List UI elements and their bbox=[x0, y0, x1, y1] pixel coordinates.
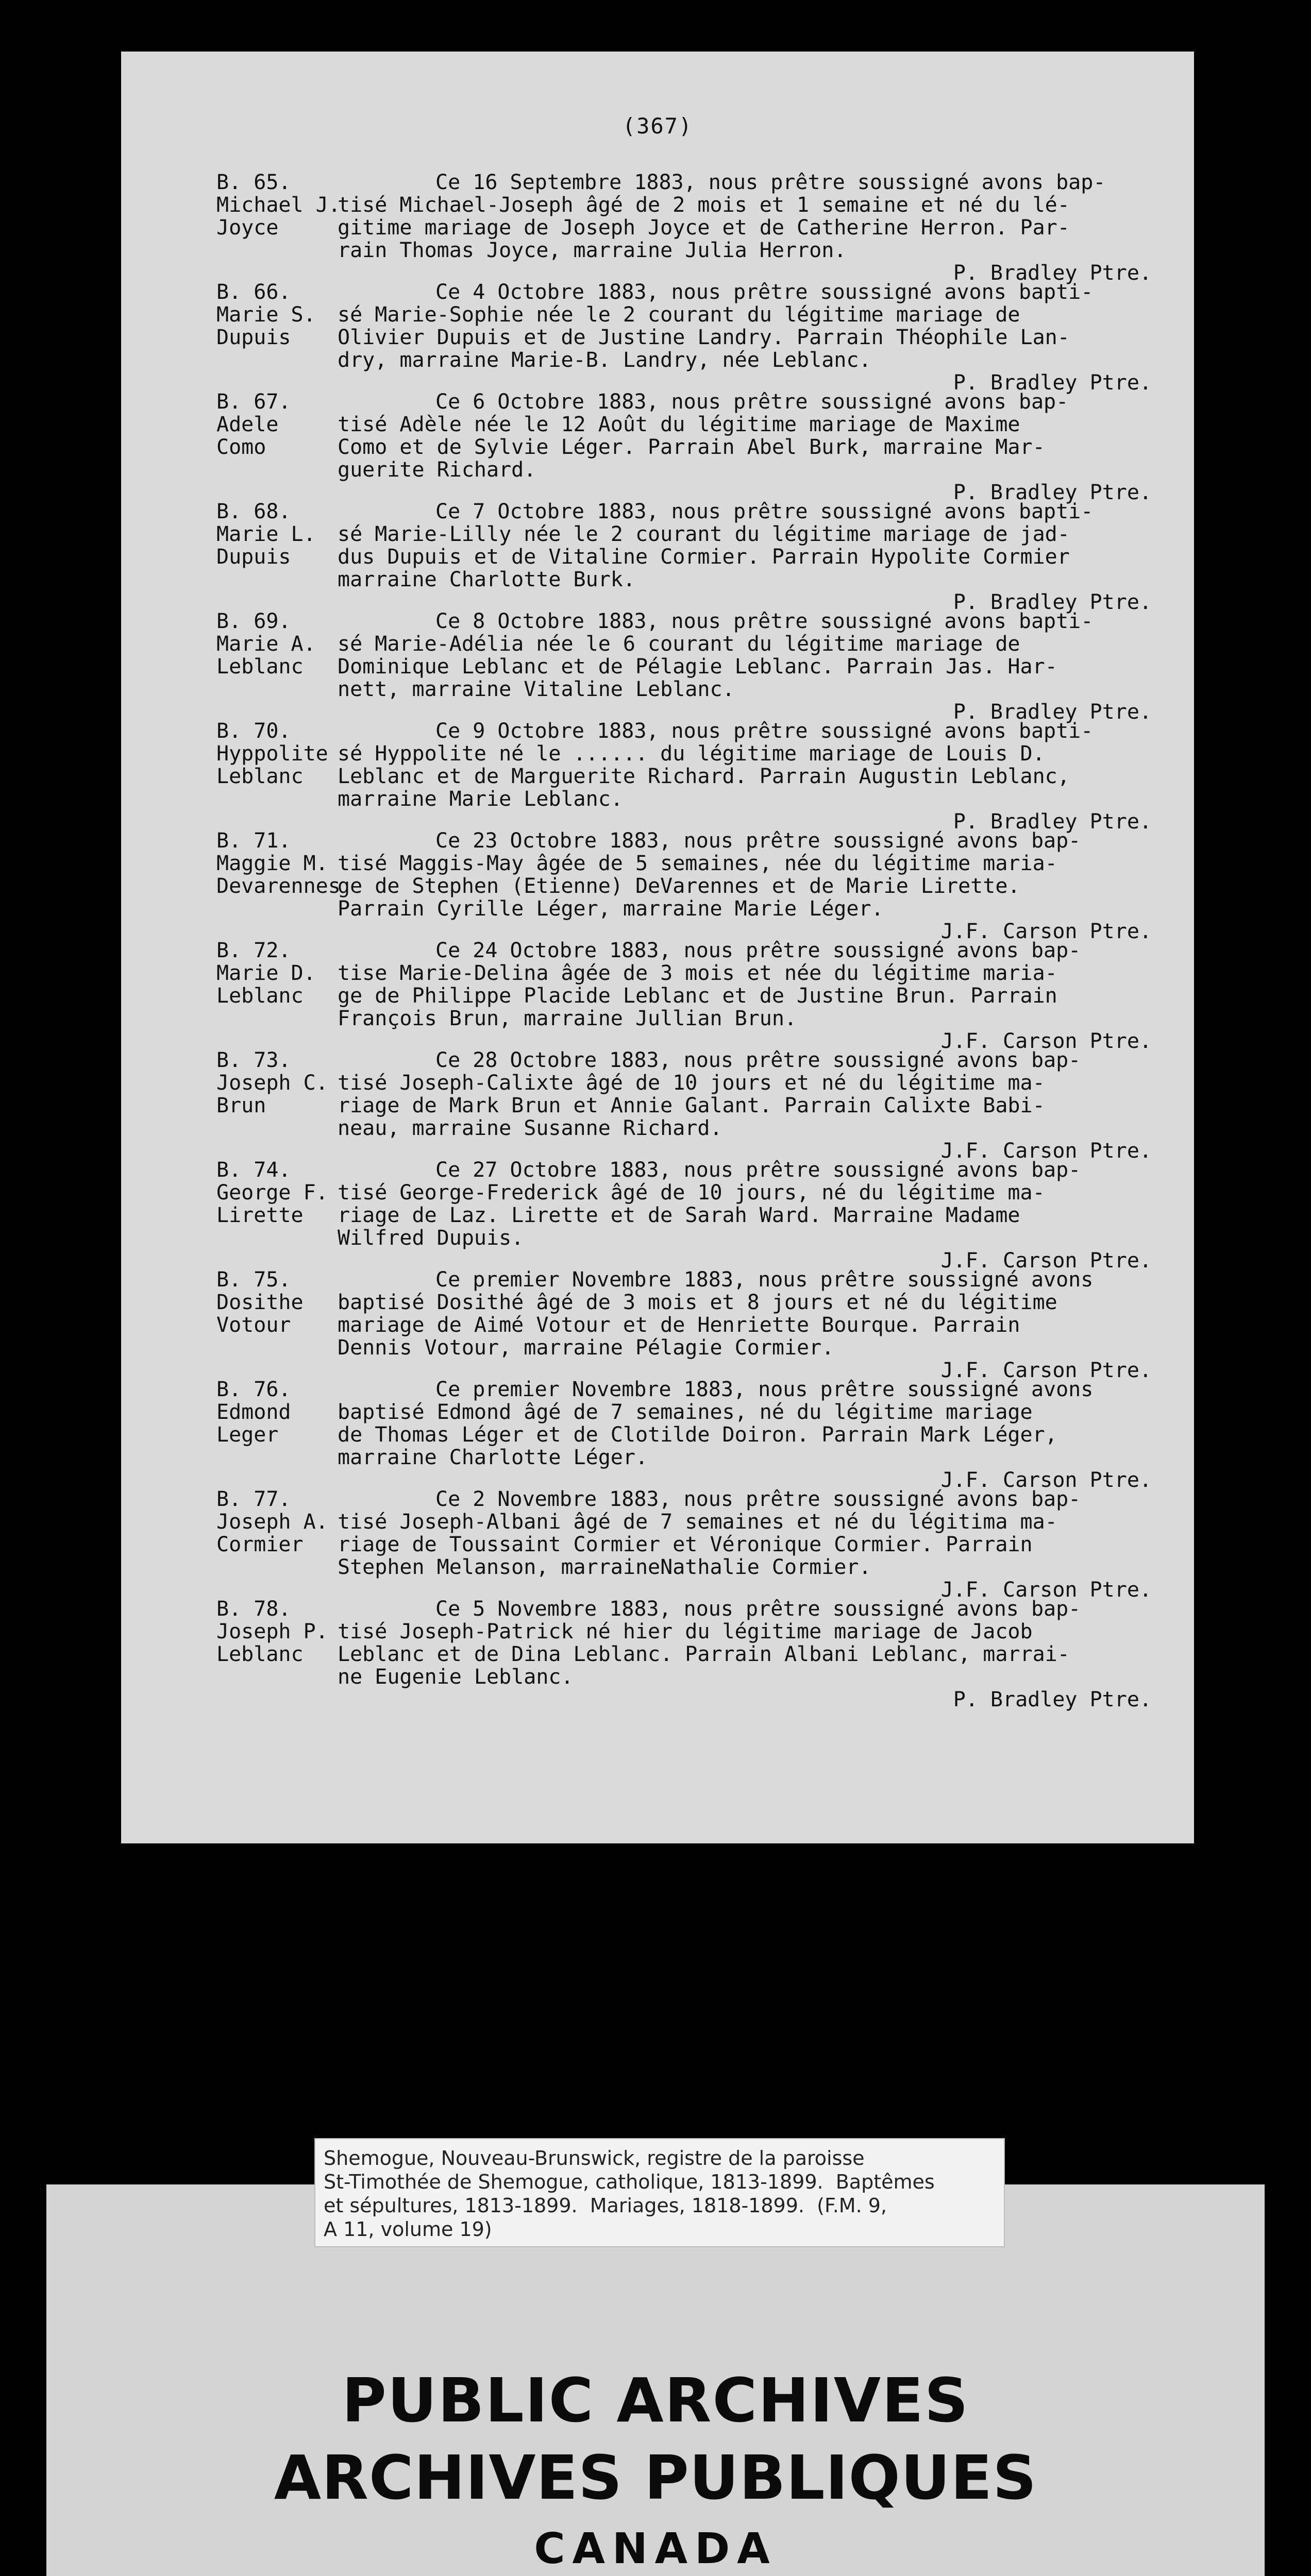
priest-signature: J.F. Carson Ptre. bbox=[940, 1468, 1152, 1492]
baptism-entry bbox=[121, 829, 1194, 943]
entry-text-line: mariage de Aimé Votour et de Henriette Bourque. Parrain bbox=[338, 1314, 1020, 1336]
baptism-entry bbox=[121, 719, 1194, 834]
entry-text-line: riage de Laz. Lirette et de Sarah Ward. Marraine Madame bbox=[338, 1204, 1020, 1227]
entry-text bbox=[338, 1378, 1172, 1492]
entry-text-line: marraine Charlotte Burk. bbox=[338, 568, 635, 591]
entry-text bbox=[338, 610, 1172, 723]
entry-text-line: marraine Marie Leblanc. bbox=[338, 788, 623, 810]
entry-text-line: Ce 6 Octobre 1883, nous prêtre soussigné avons bap- bbox=[435, 391, 1069, 413]
margin-code-line: B. 67. bbox=[216, 390, 291, 414]
archive-title-english: PUBLIC ARCHIVES bbox=[342, 2365, 969, 2436]
priest-signature: P. Bradley Ptre. bbox=[953, 810, 1152, 834]
margin-code-line: Leger bbox=[216, 1423, 279, 1447]
margin-code-line: Michael J. bbox=[216, 193, 341, 217]
caption-line: A 11, volume 19) bbox=[324, 2218, 492, 2241]
entry-text bbox=[338, 1049, 1172, 1162]
priest-signature: P. Bradley Ptre. bbox=[953, 261, 1152, 285]
entry-text-line: marraine Charlotte Léger. bbox=[338, 1446, 648, 1469]
entry-text-line: Olivier Dupuis et de Justine Landry. Parrain Théophile Lan- bbox=[338, 326, 1070, 349]
entry-text-line: ge de Philippe Placide Leblanc et de Justine Brun. Parrain bbox=[338, 985, 1057, 1007]
priest-signature: P. Bradley Ptre. bbox=[953, 590, 1152, 614]
caption-line: Shemogue, Nouveau-Brunswick, registre de la paroisse bbox=[324, 2147, 865, 2170]
entry-text-line: sé Marie-Adélia née le 6 courant du légitime mariage de bbox=[338, 633, 1020, 655]
margin-code-line: Joseph A. bbox=[216, 1510, 328, 1534]
priest-signature: J.F. Carson Ptre. bbox=[940, 1139, 1152, 1163]
margin-code-line: Maggie M. bbox=[216, 852, 328, 875]
entry-text-line: Dominique Leblanc et de Pélagie Leblanc. Parrain Jas. Har- bbox=[338, 655, 1057, 678]
priest-signature: P. Bradley Ptre. bbox=[953, 481, 1152, 504]
microfilm-caption-label bbox=[314, 2138, 1005, 2247]
margin-code-line: B. 75. bbox=[216, 1268, 291, 1292]
entry-text-line: ge de Stephen (Etienne) DeVarennes et de Marie Lirette. bbox=[338, 875, 1020, 897]
archive-title-french: ARCHIVES PUBLIQUES bbox=[274, 2442, 1037, 2513]
margin-code-line: Marie A. bbox=[216, 632, 316, 656]
baptism-entry bbox=[121, 1597, 1194, 1711]
entry-text-line: de Thomas Léger et de Clotilde Doiron. Parrain Mark Léger, bbox=[338, 1423, 1057, 1446]
baptism-entry bbox=[121, 1268, 1194, 1382]
entry-text-line: sé Hyppolite né le ...... du légitime mariage de Louis D. bbox=[338, 742, 1045, 765]
entry-text-line: Leblanc et de Dina Leblanc. Parrain Albani Leblanc, marrai- bbox=[338, 1643, 1070, 1666]
entry-text-line: Ce 16 Septembre 1883, nous prêtre soussigné avons bap- bbox=[435, 171, 1106, 194]
margin-code-line: B. 76. bbox=[216, 1378, 291, 1401]
margin-code-line: B. 65. bbox=[216, 171, 291, 194]
caption-line: et sépultures, 1813-1899. Mariages, 1818-1899. (F.M. 9, bbox=[324, 2194, 887, 2217]
margin-code-line: B. 78. bbox=[216, 1597, 291, 1621]
register-page bbox=[121, 52, 1194, 1843]
baptism-entry bbox=[121, 939, 1194, 1053]
entry-text-line: Ce premier Novembre 1883, nous prêtre soussigné avons bbox=[435, 1268, 1094, 1291]
baptism-entry bbox=[121, 1378, 1194, 1492]
baptism-entry bbox=[121, 1158, 1194, 1273]
margin-code-line: B. 77. bbox=[216, 1487, 291, 1511]
entry-text-line: riage de Toussaint Cormier et Véronique Cormier. Parrain bbox=[338, 1533, 1033, 1556]
margin-code-line: George F. bbox=[216, 1181, 328, 1205]
margin-code-line: Leblanc bbox=[216, 765, 304, 788]
entry-text-line: tisé Michael-Joseph âgé de 2 mois et 1 semaine et né du lé- bbox=[338, 194, 1070, 216]
margin-code-line: Marie L. bbox=[216, 522, 316, 546]
entry-text-line: dry, marraine Marie-B. Landry, née Leblanc. bbox=[338, 349, 871, 371]
margin-code-line: Votour bbox=[216, 1313, 291, 1337]
margin-code-line: B. 74. bbox=[216, 1158, 291, 1182]
margin-code-line: Edmond bbox=[216, 1400, 291, 1424]
margin-code-line: B. 71. bbox=[216, 829, 291, 853]
entry-text-line: rain Thomas Joyce, marraine Julia Herron. bbox=[338, 239, 847, 262]
entry-text-line: Dennis Votour, marraine Pélagie Cormier. bbox=[338, 1336, 834, 1359]
entry-text bbox=[338, 281, 1172, 394]
entry-text-line: Parrain Cyrille Léger, marraine Marie Léger. bbox=[338, 897, 884, 920]
priest-signature: P. Bradley Ptre. bbox=[953, 1688, 1152, 1711]
entry-text-line: Como et de Sylvie Léger. Parrain Abel Burk, marraine Mar- bbox=[338, 436, 1045, 459]
entry-text-line: Ce 5 Novembre 1883, nous prêtre soussigné avons bap- bbox=[435, 1598, 1081, 1620]
priest-signature: P. Bradley Ptre. bbox=[953, 371, 1152, 395]
baptism-entry bbox=[121, 609, 1194, 724]
baptism-entry bbox=[121, 280, 1194, 395]
priest-signature: J.F. Carson Ptre. bbox=[940, 1359, 1152, 1382]
entry-text-line: nett, marraine Vitaline Leblanc. bbox=[338, 678, 735, 701]
priest-signature: J.F. Carson Ptre. bbox=[940, 1029, 1152, 1053]
entry-text bbox=[338, 1488, 1172, 1601]
entry-text bbox=[338, 391, 1172, 504]
margin-code-line: Como bbox=[216, 435, 266, 459]
margin-code-line: Joseph P. bbox=[216, 1620, 328, 1643]
entry-text-line: Ce 24 Octobre 1883, nous prêtre soussigné avons bap- bbox=[435, 939, 1081, 962]
entry-text-line: tisé Joseph-Patrick né hier du légitime mariage de Jacob bbox=[338, 1620, 1033, 1643]
entry-text-line: Ce 4 Octobre 1883, nous prêtre soussigné avons bapti- bbox=[435, 281, 1094, 303]
entry-text bbox=[338, 500, 1172, 614]
margin-code-line: B. 73. bbox=[216, 1048, 291, 1072]
priest-signature: P. Bradley Ptre. bbox=[953, 700, 1152, 724]
margin-code-line: Leblanc bbox=[216, 655, 304, 679]
entry-text bbox=[338, 829, 1172, 943]
baptism-entry bbox=[121, 1048, 1194, 1163]
entry-text-line: riage de Mark Brun et Annie Galant. Parrain Calixte Babi- bbox=[338, 1094, 1045, 1117]
entry-text-line: tisé George-Frederick âgé de 10 jours, né du légitime ma- bbox=[338, 1181, 1045, 1204]
margin-code-line: Devarennes bbox=[216, 874, 341, 898]
page-number: (367) bbox=[622, 113, 693, 139]
priest-signature: J.F. Carson Ptre. bbox=[940, 1249, 1152, 1273]
entry-text-line: tisé Joseph-Calixte âgé de 10 jours et né du légitime ma- bbox=[338, 1072, 1045, 1094]
entry-text-line: tisé Joseph-Albani âgé de 7 semaines et né du légitima ma- bbox=[338, 1511, 1057, 1533]
margin-code-line: Joseph C. bbox=[216, 1071, 328, 1095]
baptism-entries bbox=[121, 171, 1194, 1711]
margin-code-line: B. 69. bbox=[216, 609, 291, 633]
caption-line: St-Timothée de Shemogue, catholique, 1813-1899. Baptêmes bbox=[324, 2171, 935, 2193]
priest-signature: J.F. Carson Ptre. bbox=[940, 1578, 1152, 1602]
margin-code-line: Leblanc bbox=[216, 1642, 304, 1666]
entry-text bbox=[338, 1268, 1172, 1382]
entry-text-line: gitime mariage de Joseph Joyce et de Catherine Herron. Par- bbox=[338, 216, 1070, 239]
entry-text bbox=[338, 939, 1172, 1053]
entry-text-line: Ce premier Novembre 1883, nous prêtre soussigné avons bbox=[435, 1378, 1094, 1401]
entry-text-line: Ce 8 Octobre 1883, nous prêtre soussigné avons bapti- bbox=[435, 610, 1094, 633]
entry-text-line: tisé Adèle née le 12 Août du légitime mariage de Maxime bbox=[338, 413, 1020, 436]
entry-text-line: guerite Richard. bbox=[338, 459, 536, 481]
entry-text-line: dus Dupuis et de Vitaline Cormier. Parrain Hypolite Cormier bbox=[338, 546, 1070, 568]
entry-text-line: Ce 28 Octobre 1883, nous prêtre soussigné avons bap- bbox=[435, 1049, 1081, 1072]
entry-text-line: sé Marie-Sophie née le 2 courant du légitime mariage de bbox=[338, 303, 1020, 326]
margin-code-line: Dosithe bbox=[216, 1291, 304, 1314]
entry-text-line: Ce 27 Octobre 1883, nous prêtre soussigné avons bap- bbox=[435, 1159, 1081, 1181]
margin-code-line: Lirette bbox=[216, 1204, 304, 1227]
margin-code-line: B. 72. bbox=[216, 939, 291, 962]
margin-code-line: Brun bbox=[216, 1094, 266, 1117]
margin-code-line: Cormier bbox=[216, 1533, 304, 1556]
margin-code-line: Adele bbox=[216, 413, 279, 436]
margin-code-line: Hyppolite bbox=[216, 742, 328, 766]
margin-code-line: B. 68. bbox=[216, 500, 291, 523]
margin-code-line: Leblanc bbox=[216, 984, 304, 1008]
entry-text-line: neau, marraine Susanne Richard. bbox=[338, 1117, 722, 1140]
margin-code-line: Marie S. bbox=[216, 303, 316, 327]
entry-text-line: sé Marie-Lilly née le 2 courant du légitime mariage de jad- bbox=[338, 523, 1070, 546]
entry-text-line: tise Marie-Delina âgée de 3 mois et née du légitime maria- bbox=[338, 962, 1057, 985]
entry-text-line: tisé Maggis-May âgée de 5 semaines, née du légitime maria- bbox=[338, 852, 1057, 875]
entry-text bbox=[338, 1598, 1172, 1711]
margin-code-line: Dupuis bbox=[216, 326, 291, 349]
baptism-entry bbox=[121, 390, 1194, 504]
margin-code-line: Dupuis bbox=[216, 545, 291, 569]
entry-text bbox=[338, 1159, 1172, 1272]
entry-text-line: Wilfred Dupuis. bbox=[338, 1227, 524, 1249]
margin-code-line: B. 70. bbox=[216, 719, 291, 743]
baptism-entry bbox=[121, 171, 1194, 285]
entry-text bbox=[338, 171, 1172, 284]
entry-text-line: baptisé Edmond âgé de 7 semaines, né du légitime mariage bbox=[338, 1401, 1033, 1423]
entry-text-line: Ce 23 Octobre 1883, nous prêtre soussigné avons bap- bbox=[435, 829, 1081, 852]
baptism-entry bbox=[121, 500, 1194, 614]
entry-text-line: ne Eugenie Leblanc. bbox=[338, 1666, 574, 1688]
entry-text-line: Ce 7 Octobre 1883, nous prêtre soussigné avons bapti- bbox=[435, 500, 1094, 523]
margin-code-line: Marie D. bbox=[216, 961, 316, 985]
entry-text bbox=[338, 720, 1172, 833]
entry-text-line: Leblanc et de Marguerite Richard. Parrain Augustin Leblanc, bbox=[338, 765, 1070, 788]
priest-signature: J.F. Carson Ptre. bbox=[940, 920, 1152, 943]
entry-text-line: baptisé Dosithé âgé de 3 mois et 8 jours et né du légitime bbox=[338, 1291, 1057, 1314]
entry-text-line: François Brun, marraine Jullian Brun. bbox=[338, 1007, 797, 1030]
margin-code-line: B. 66. bbox=[216, 280, 291, 304]
baptism-entry bbox=[121, 1487, 1194, 1602]
margin-code-line: Joyce bbox=[216, 216, 279, 240]
entry-text-line: Stephen Melanson, marraineNathalie Cormier. bbox=[338, 1556, 871, 1579]
entry-text-line: Ce 2 Novembre 1883, nous prêtre soussigné avons bap- bbox=[435, 1488, 1081, 1511]
entry-text-line: Ce 9 Octobre 1883, nous prêtre soussigné avons bapti- bbox=[435, 720, 1094, 742]
archive-country: CANADA bbox=[534, 2524, 777, 2573]
